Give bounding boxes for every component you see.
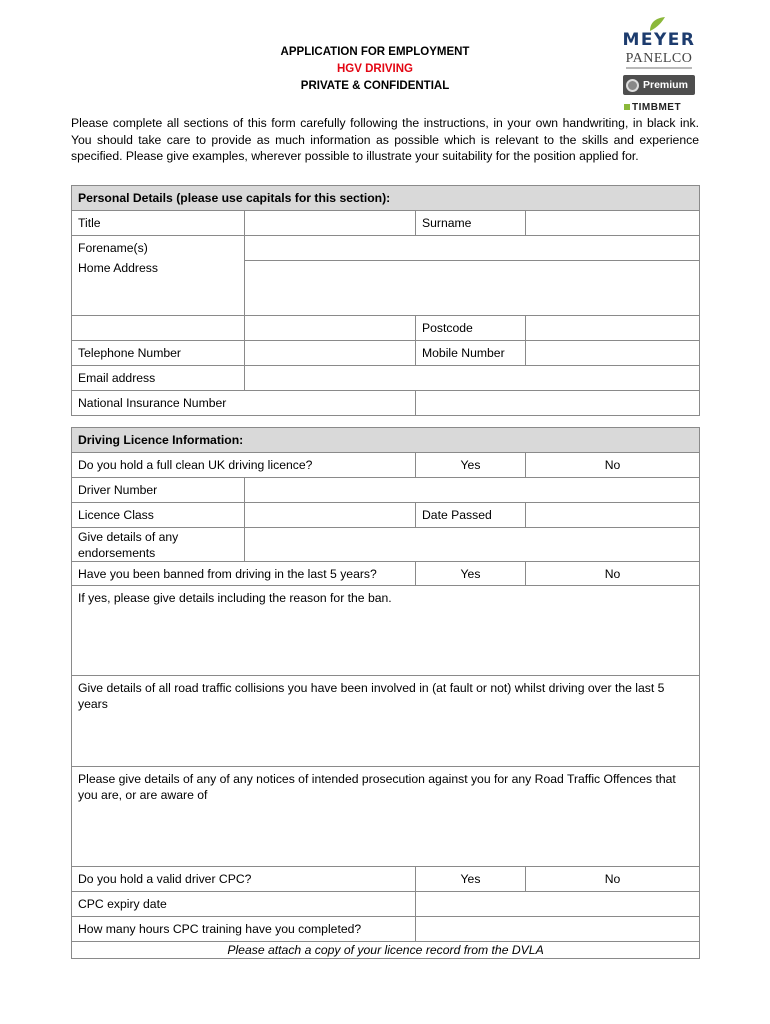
logo-timbmet: [624, 102, 681, 113]
surname-label: Surname: [416, 211, 526, 236]
banned-no[interactable]: No: [526, 562, 700, 586]
email-field[interactable]: [245, 366, 700, 391]
title-hgv-driving: HGV DRIVING: [336, 63, 414, 75]
surname-field[interactable]: [526, 211, 700, 236]
forenames-label: Forename(s): [78, 241, 148, 255]
premium-circle-icon: [626, 79, 639, 92]
timbmet-square-icon: [624, 104, 630, 110]
cpc-no[interactable]: No: [526, 867, 700, 892]
banned-yes[interactable]: Yes: [416, 562, 526, 586]
postcode-label: Postcode: [416, 316, 526, 341]
forename-address-label: [72, 236, 245, 316]
cpc-hours-field[interactable]: [416, 917, 700, 942]
personal-details-heading: Personal Details (please use capitals for this section):: [72, 186, 700, 211]
full-licence-question: Do you hold a full clean UK driving licence?: [72, 453, 416, 478]
cpc-expiry-field[interactable]: [416, 892, 700, 917]
title-field[interactable]: [245, 211, 416, 236]
address-continued-label: [72, 316, 245, 341]
timbmet-label: TIMBMET: [632, 102, 682, 113]
forename-address-fields: [245, 236, 700, 316]
postcode-field[interactable]: [526, 316, 700, 341]
ban-details-field[interactable]: If yes, please give details including the reason for the ban.: [72, 586, 700, 676]
endorsements-label: Give details of any endorsements: [72, 528, 245, 562]
licence-class-label: Licence Class: [72, 503, 245, 528]
home-address-label: Home Address: [78, 261, 158, 275]
driving-licence-heading: Driving Licence Information:: [72, 428, 700, 453]
full-licence-yes[interactable]: Yes: [416, 453, 526, 478]
driver-number-field[interactable]: [245, 478, 700, 503]
ni-field[interactable]: [416, 391, 700, 416]
date-passed-label: Date Passed: [416, 503, 526, 528]
logo-panelco: PANELCO: [625, 51, 693, 66]
intro-paragraph: Please complete all sections of this form carefully following the instructions, in your own handwriting, in black ink. You should take care to provide as much information as possible which is relevant to the skills and experience specified. Please give examples, wherever possible to illustrate your suitability for the position applied for.: [71, 116, 699, 163]
telephone-label: Telephone Number: [72, 341, 245, 366]
premium-label: Premium: [643, 79, 688, 91]
email-label: Email address: [72, 366, 245, 391]
cpc-expiry-label: CPC expiry date: [72, 892, 416, 917]
title-application: APPLICATION FOR EMPLOYMENT: [280, 46, 470, 58]
cpc-yes[interactable]: Yes: [416, 867, 526, 892]
logo-tagline-rule: [626, 67, 692, 69]
licence-class-field[interactable]: [245, 503, 416, 528]
endorsements-field[interactable]: [245, 528, 700, 562]
home-address-field[interactable]: [245, 261, 699, 315]
driving-licence-table: [71, 427, 700, 959]
banned-question: Have you been banned from driving in the last 5 years?: [72, 562, 416, 586]
logo-meyer: MEYER: [622, 30, 696, 50]
mobile-field[interactable]: [526, 341, 700, 366]
collisions-field[interactable]: Give details of all road traffic collisions you have been involved in (at fault or not) whilst driving over the last 5 years: [72, 676, 700, 767]
full-licence-no[interactable]: No: [526, 453, 700, 478]
address-line-field[interactable]: [245, 316, 416, 341]
title-confidential: PRIVATE & CONFIDENTIAL: [300, 80, 450, 92]
cpc-hours-label: How many hours CPC training have you completed?: [72, 917, 416, 942]
personal-details-table: [71, 185, 700, 416]
cpc-question: Do you hold a valid driver CPC?: [72, 867, 416, 892]
title-label: Title: [72, 211, 245, 236]
ni-label: National Insurance Number: [72, 391, 416, 416]
driver-number-label: Driver Number: [72, 478, 245, 503]
mobile-label: Mobile Number: [416, 341, 526, 366]
forenames-field[interactable]: [245, 236, 699, 261]
attach-licence-note: Please attach a copy of your licence record from the DVLA: [72, 942, 700, 959]
company-logo: [622, 16, 700, 114]
prosecution-field[interactable]: Please give details of any of any notices of intended prosecution against you for any Road Traffic Offences that you are, or are aware of: [72, 767, 700, 867]
logo-premium-badge: [623, 75, 695, 95]
date-passed-field[interactable]: [526, 503, 700, 528]
telephone-field[interactable]: [245, 341, 416, 366]
